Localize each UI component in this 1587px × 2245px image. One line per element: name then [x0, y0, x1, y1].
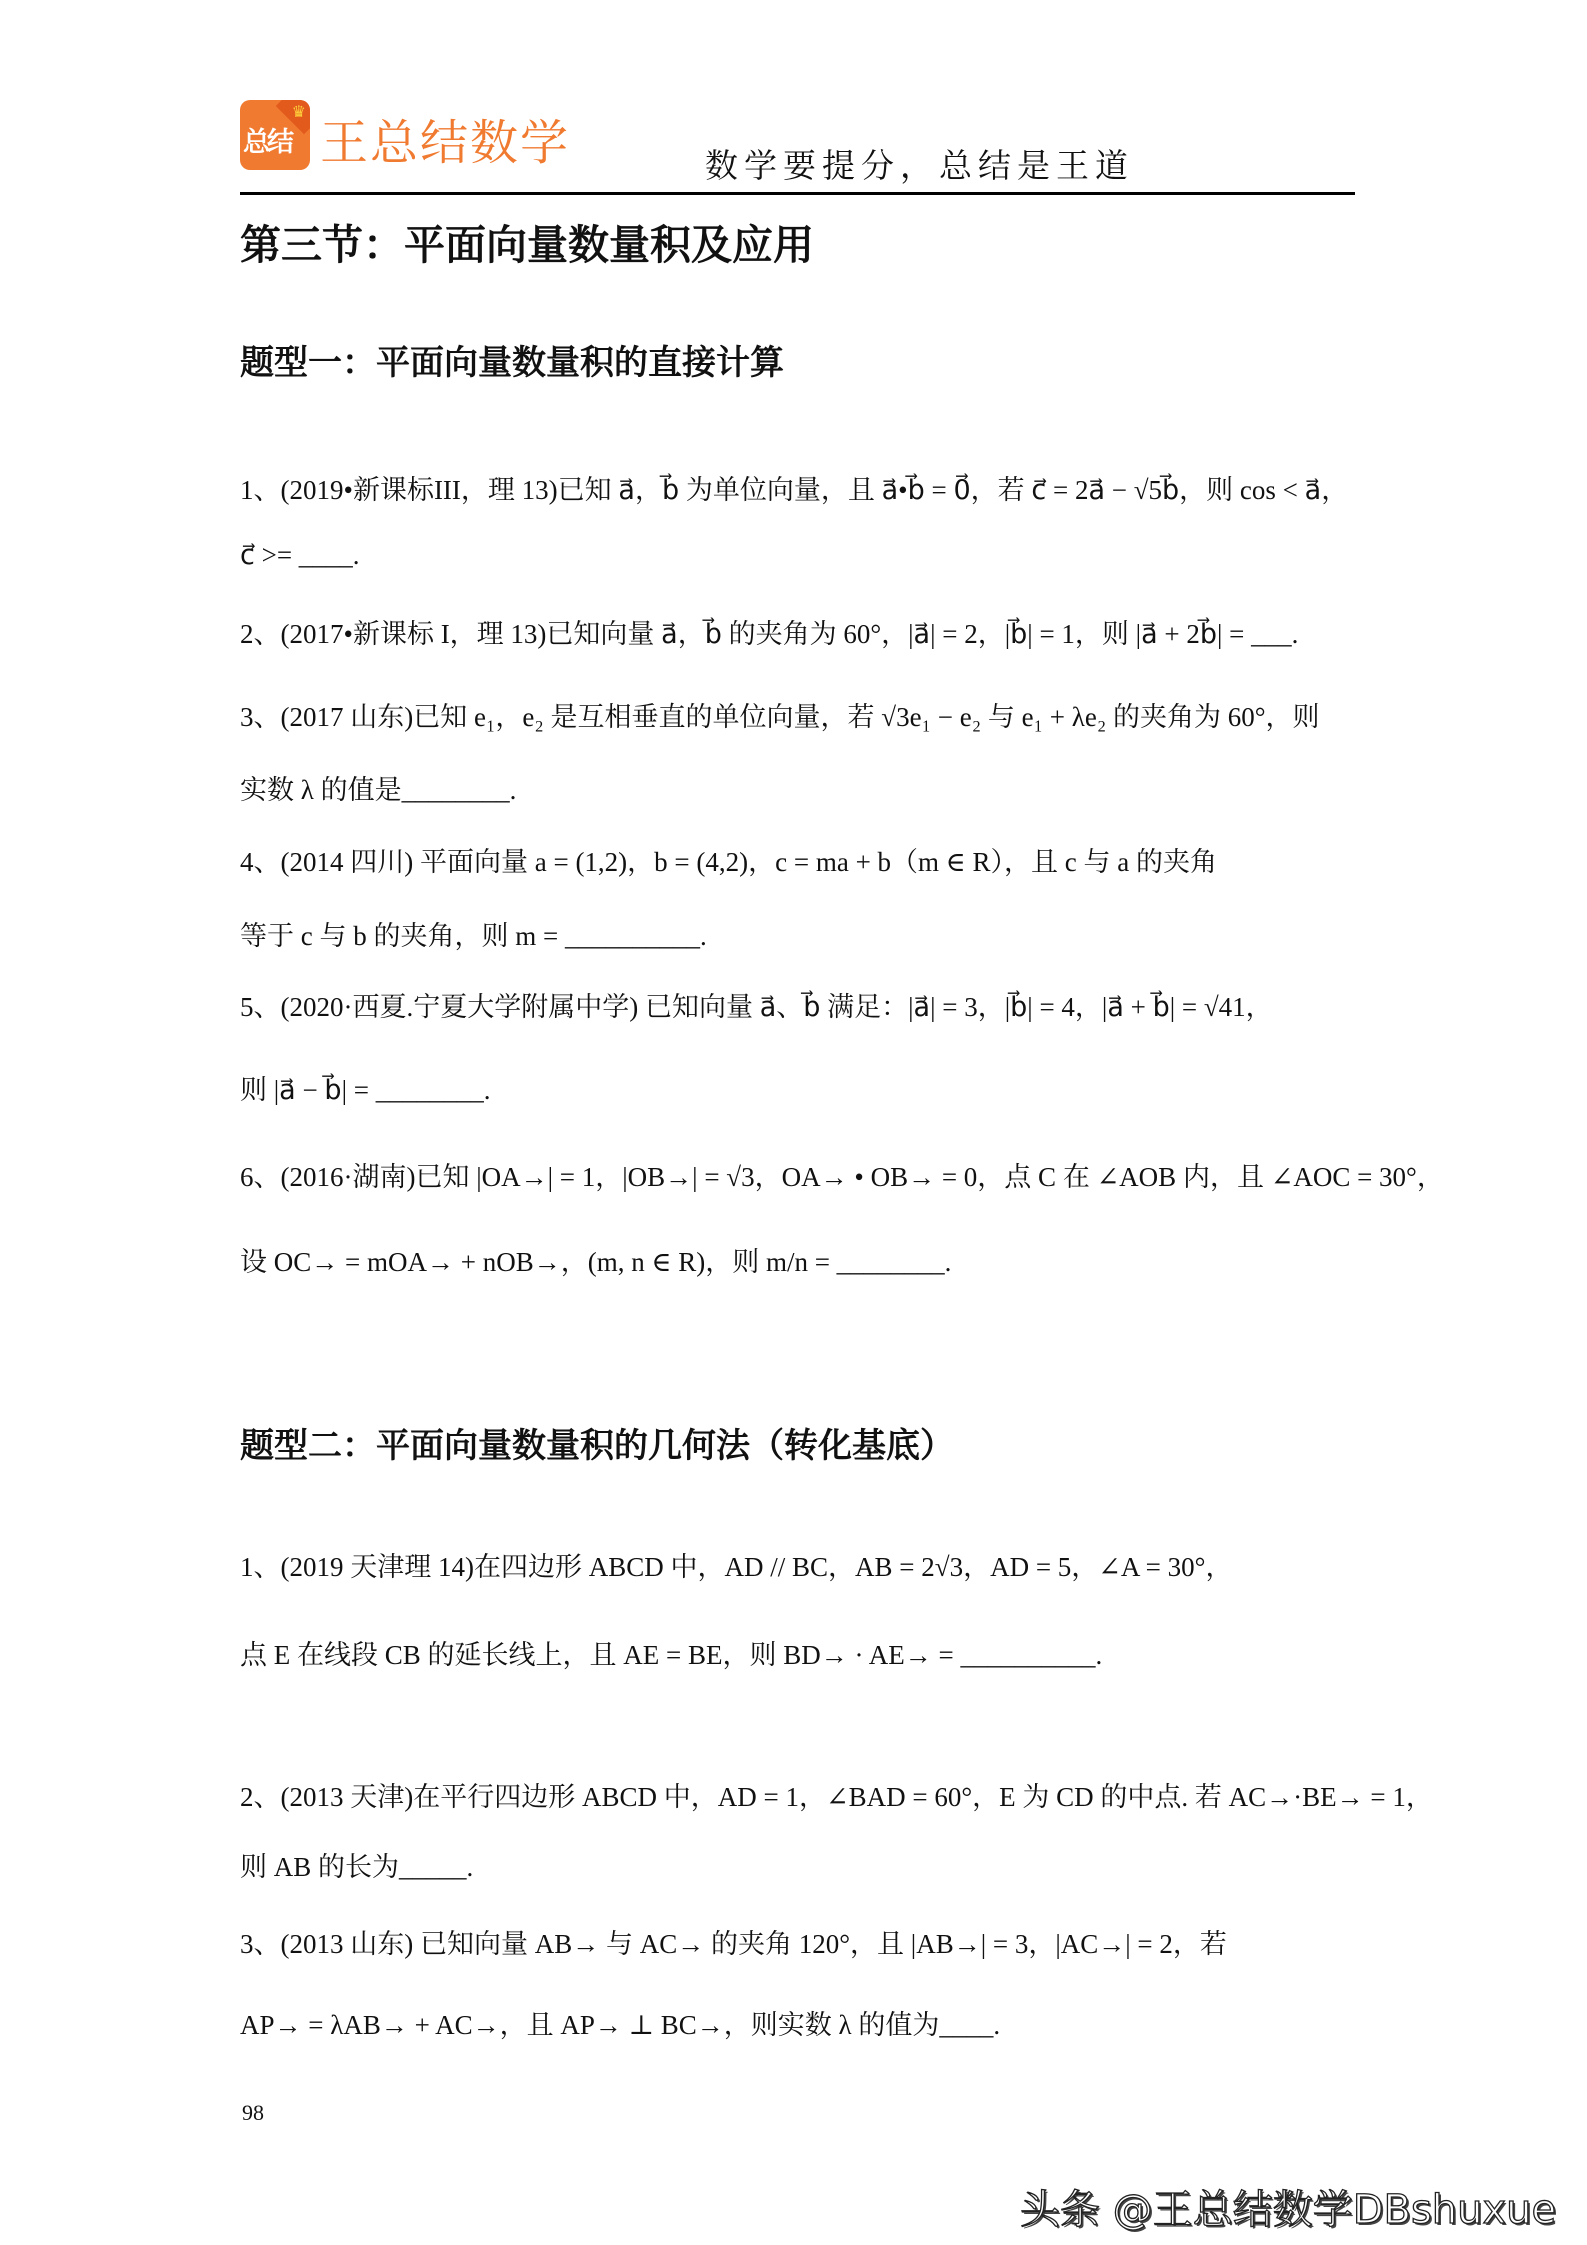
- problem-line: 则 |a⃗ − b⃗| = ________.: [240, 1075, 491, 1105]
- slogan: 数学要提分，总结是王道: [705, 146, 1134, 185]
- logo-glyph: 总结: [243, 127, 291, 158]
- problem-line: AP→ = λAB→ + AC→，且 AP→ ⊥ BC→，则实数 λ 的值为____.: [240, 2010, 1001, 2040]
- problem-line: 点 E 在线段 CB 的延长线上，且 AE = BE，则 BD→ · AE→ = __________.: [240, 1640, 1103, 1670]
- problem-line: c⃗ >= ____.: [240, 540, 360, 570]
- crown-icon: ♛: [291, 104, 306, 121]
- header-divider: [240, 192, 1355, 195]
- type1-title: 题型一：平面向量数量积的直接计算: [240, 343, 784, 383]
- problem-line: 设 OC→ = mOA→ + nOB→，(m, n ∈ R)，则 m/n = ________.: [240, 1247, 952, 1277]
- brand-name: 王总结数学: [320, 115, 571, 171]
- problem-line: 则 AB 的长为_____.: [240, 1852, 474, 1882]
- section-title: 第三节：平面向量数量积及应用: [240, 221, 814, 269]
- problem-line: 3、(2013 山东) 已知向量 AB→ 与 AC→ 的夹角 120°，且 |AB→| = 3，|AC→| = 2，若: [240, 1929, 1227, 1959]
- problem-line: 3、(2017 山东)已知 e₁，e₂ 是互相垂直的单位向量，若 √3e₁ − e₂ 与 e₁ + λe₂ 的夹角为 60°，则: [240, 702, 1320, 732]
- problem-line: 2、(2017•新课标 I，理 13)已知向量 a⃗，b⃗ 的夹角为 60°，|a⃗| = 2，|b⃗| = 1，则 |a⃗ + 2b⃗| = ___.: [240, 619, 1299, 649]
- problem-line: 6、(2016·湖南)已知 |OA→| = 1，|OB→| = √3，OA→ • OB→ = 0，点 C 在 ∠AOB 内，且 ∠AOC = 30°，: [240, 1162, 1444, 1192]
- problem-line: 1、(2019•新课标III，理 13)已知 a⃗，b⃗ 为单位向量，且 a⃗•b⃗ = 0⃗，若 c⃗ = 2a⃗ − √5b⃗，则 cos < a⃗，: [240, 475, 1349, 505]
- problem-line: 实数 λ 的值是________.: [240, 775, 517, 805]
- brand-logo: [240, 100, 310, 170]
- type2-title: 题型二：平面向量数量积的几何法（转化基底）: [240, 1426, 954, 1466]
- problem-line: 1、(2019 天津理 14)在四边形 ABCD 中，AD // BC，AB = 2√3，AD = 5，∠A = 30°，: [240, 1552, 1233, 1582]
- problem-line: 4、(2014 四川) 平面向量 a = (1,2)，b = (4,2)，c = ma + b（m ∈ R），且 c 与 a 的夹角: [240, 847, 1218, 877]
- problem-line: 等于 c 与 b 的夹角，则 m = __________.: [240, 921, 707, 951]
- problem-line: 5、(2020·西夏.宁夏大学附属中学) 已知向量 a⃗、b⃗ 满足：|a⃗| = 3，|b⃗| = 4，|a⃗ + b⃗| = √41，: [240, 992, 1273, 1022]
- problem-line: 2、(2013 天津)在平行四边形 ABCD 中，AD = 1，∠BAD = 60°，E 为 CD 的中点. 若 AC→·BE→ = 1，: [240, 1782, 1433, 1812]
- page-number: 98: [242, 2100, 264, 2125]
- watermark: 头条 @王总结数学DBshuxue: [1020, 2187, 1557, 2233]
